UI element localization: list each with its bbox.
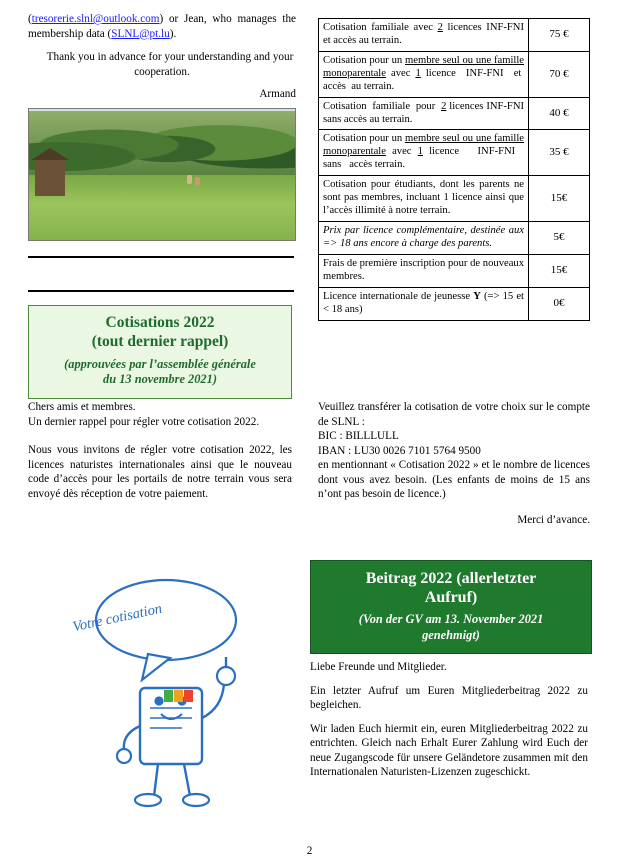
invitation-paragraph: Nous vous invitons de régler votre cotisation 2022, les licences naturistes internationales ainsi que le nouveau code d’accès pour les portails de notre terrain vous sera envoyé dès réception de votre paiement. (28, 444, 292, 500)
table-row (319, 221, 590, 254)
intro-suffix-text: ). (169, 27, 177, 40)
fees-table-body (319, 19, 590, 321)
table-row (319, 130, 590, 176)
beitrag-subtitle-line2: genehmigt) (422, 627, 480, 642)
mascot-svg (78, 558, 268, 826)
reference-note: en mentionnant « Cotisation 2022 » et le nombre de licences dont vous avez besoin. (Les enfants de moins de 15 ans n’ont pas besoin de licence.) (318, 459, 590, 501)
de-invitation: Wir laden Euch hiermit ein, euren Mitgliederbeitrag 2022 zu entrichten. Gleich nach Erhalt Eurer Zahlung wird Euch der neue Zugangscode für unsere Geländetore zusammen mit den Internationalen Naturisten-Lizenzen zugeschickt. (310, 722, 588, 779)
photo-hut (35, 158, 65, 196)
left-column-top (28, 12, 296, 100)
beitrag-banner (310, 560, 592, 654)
german-body (310, 660, 588, 789)
left-column-body (28, 400, 292, 510)
fee-amount: 15€ (529, 254, 590, 287)
table-row (319, 254, 590, 287)
cotisations-title-line1: Cotisations 2022 (105, 314, 215, 331)
beitrag-title-line1: Beitrag 2022 (allerletzter (365, 570, 537, 587)
fee-amount: 15€ (529, 176, 590, 222)
fee-amount: 0€ (529, 287, 590, 320)
photo-person-2 (195, 177, 200, 186)
fees-table (318, 18, 590, 321)
fee-amount: 35 € (529, 130, 590, 176)
photo-person-1 (187, 175, 192, 184)
membership-email-link[interactable]: SLNL@pt.lu (111, 27, 170, 40)
mascot-illustration (78, 558, 268, 826)
thanks-paragraph: Thank you in advance for your understanding and your cooperation. (46, 51, 294, 78)
fee-description: Cotisation familiale avec 2 licences INF-FNI et accès au terrain. (319, 19, 529, 52)
divider-rule-bottom (28, 290, 294, 292)
beitrag-title-line2: Aufruf) (424, 589, 478, 607)
fee-description: Frais de première inscription pour de nouveaux membres. (319, 254, 529, 287)
cotisations-title-line2: (tout dernier rappel) (91, 332, 229, 350)
divider-rule-top (28, 256, 294, 258)
fee-description: Cotisation pour un membre seul ou une famille monoparentale avec 1 licence INF-FNI sans accès terrain. (319, 130, 529, 176)
bic-line: BIC : BILLLULL (318, 430, 399, 443)
fee-description: Cotisation familiale pour 2 licences INF-FNI sans accès au terrain. (319, 97, 529, 130)
cotisations-subtitle-line1: (approuvées par l’assemblée générale (64, 356, 256, 371)
fee-amount: 70 € (529, 51, 590, 97)
paren-open: ( (28, 13, 32, 25)
greeting-line: Chers amis et membres. (28, 401, 136, 413)
thanks-note: Merci d’avance. (517, 513, 590, 526)
fee-amount: 75 € (529, 19, 590, 52)
page-number: 2 (306, 845, 313, 857)
table-row (319, 97, 590, 130)
fee-description: Licence internationale de jeunesse Y (=> 15 et < 18 ans) (319, 287, 529, 320)
table-row (319, 51, 590, 97)
photo-grass (29, 175, 295, 241)
fee-description: Cotisation pour étudiants, dont les parents ne sont pas membres, incluant 1 licence ainsi que l’accès illimité à notre terrain. (319, 176, 529, 222)
de-greeting: Liebe Freunde und Mitglieder. (310, 661, 447, 673)
table-row (319, 176, 590, 222)
cotisations-banner (28, 305, 292, 399)
fee-description: Cotisation pour un membre seul ou une famille monoparentale avec 1 licence INF-FNI et accès au terrain. (319, 51, 529, 97)
cotisations-subtitle-line2: du 13 novembre 2021) (103, 372, 217, 387)
intro-paragraph (28, 12, 296, 41)
intro-mid-text: ) or Jean, who manages the membership data ( (28, 13, 296, 40)
transfer-instruction: Veuillez transférer la cotisation de votre choix sur le compte de SLNL : (318, 401, 590, 428)
fee-amount: 40 € (529, 97, 590, 130)
fee-description: Prix par licence complémentaire, destinée aux => 18 ans encore à charge des parents. (319, 221, 529, 254)
table-row (319, 287, 590, 320)
reminder-line: Un dernier rappel pour régler votre cotisation 2022. (28, 415, 260, 428)
table-row (319, 19, 590, 52)
mascot-bubble-text: Votre cotisation (71, 600, 164, 636)
meadow-photo (28, 108, 296, 241)
beitrag-subtitle-line1: (Von der GV am 13. November 2021 (358, 612, 544, 627)
payment-instructions (318, 400, 590, 537)
de-reminder: Ein letzter Aufruf um Euren Mitgliederbeitrag 2022 zu begleichen. (310, 684, 588, 712)
treasury-email-link[interactable]: tresorerie.slnl@outlook.com (31, 13, 160, 25)
fee-amount: 5€ (529, 221, 590, 254)
signature: Armand (259, 88, 296, 101)
iban-line: IBAN : LU30 0026 7101 5764 9500 (318, 444, 481, 457)
